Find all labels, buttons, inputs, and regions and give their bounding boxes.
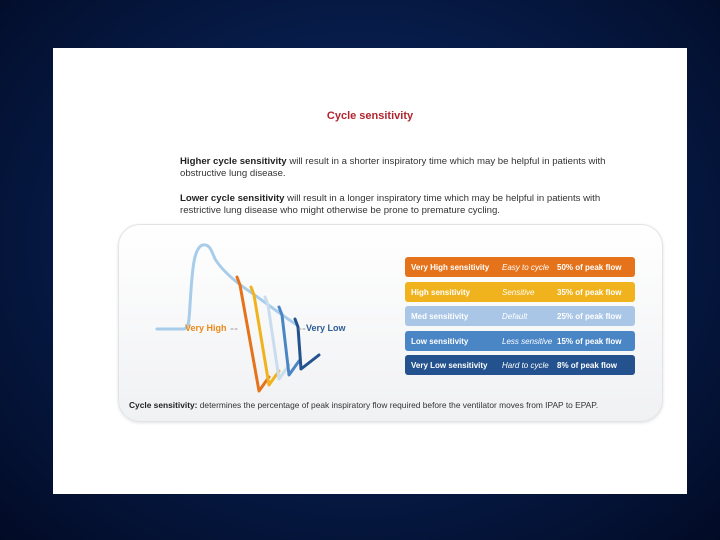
row-description: Less sensitive xyxy=(502,336,553,346)
flow-curve-3 xyxy=(279,307,299,375)
slide-title: Cycle sensitivity xyxy=(326,110,414,122)
row-peak-flow: 50% of peak flow xyxy=(557,262,622,272)
paragraph-lower-text: will result in a longer inspiratory time which may be helpful in patients with restrictive lung disease who might otherwise be prone to premature cycling. xyxy=(180,193,601,216)
table-row-very-low xyxy=(405,355,635,375)
row-sensitivity: Low sensitivity xyxy=(411,336,469,346)
row-description: Sensitive xyxy=(502,287,535,297)
row-description: Default xyxy=(502,311,528,321)
table-row-very-high xyxy=(405,257,635,277)
paragraph-higher-bold: Higher cycle sensitivity xyxy=(180,156,287,167)
caption-text: determines the percentage of peak inspiratory flow required before the ventilator moves from IPAP to EPAP. xyxy=(197,400,599,410)
slide xyxy=(53,48,687,494)
row-description: Easy to cycle xyxy=(502,262,550,272)
row-peak-flow: 8% of peak flow xyxy=(557,360,618,370)
paragraph-lower-bold: Lower cycle sensitivity xyxy=(180,193,285,204)
paragraph-lower xyxy=(180,193,630,217)
diagram-panel xyxy=(118,224,663,422)
row-peak-flow: 15% of peak flow xyxy=(557,336,622,346)
label-very-high: Very High xyxy=(185,323,227,333)
row-sensitivity: Med sensitivity xyxy=(411,311,469,321)
flow-curve-base xyxy=(157,245,297,329)
paragraph-higher-text: will result in a shorter inspiratory time which may be helpful in patients with obstructive lung disease. xyxy=(180,156,606,179)
row-description: Hard to cycle xyxy=(502,360,549,370)
row-sensitivity: Very Low sensitivity xyxy=(411,360,488,370)
label-very-low: Very Low xyxy=(306,323,346,333)
row-sensitivity: Very High sensitivity xyxy=(411,262,490,272)
row-peak-flow: 35% of peak flow xyxy=(557,287,622,297)
caption xyxy=(129,400,659,410)
paragraph-higher xyxy=(180,156,630,180)
table-row-high xyxy=(405,282,635,302)
caption-bold: Cycle sensitivity: xyxy=(129,400,198,410)
table-row-low xyxy=(405,331,635,351)
table-row-med xyxy=(405,306,635,326)
row-peak-flow: 25% of peak flow xyxy=(557,311,622,321)
row-sensitivity: High sensitivity xyxy=(411,287,471,297)
